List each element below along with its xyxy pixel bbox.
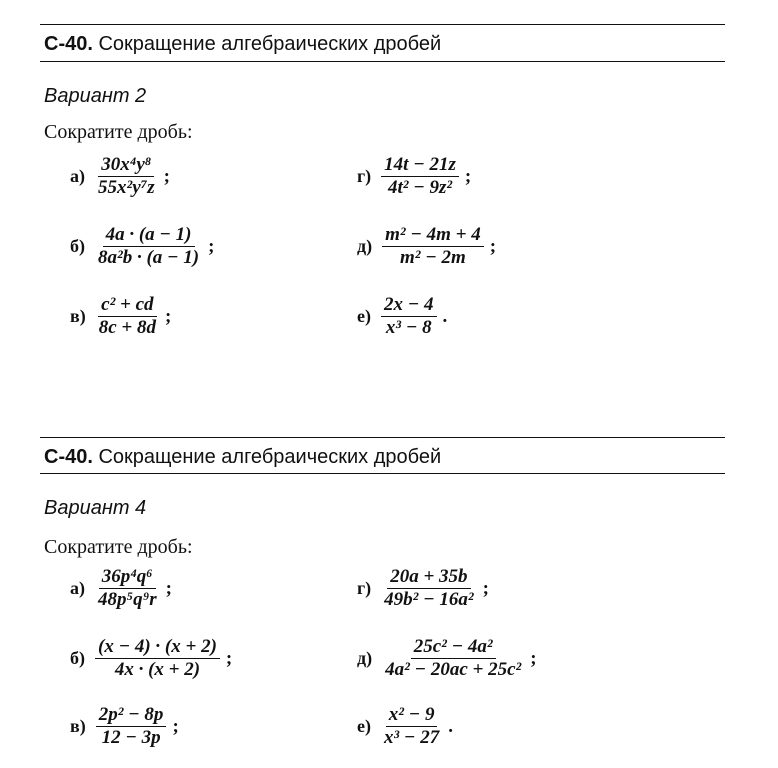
- section-bottom-rule: [40, 473, 725, 474]
- numerator: m² − 4m + 4: [382, 224, 484, 247]
- denominator: 4t² − 9z²: [387, 177, 453, 198]
- problem-item: [70, 294, 171, 339]
- punctuation: ;: [464, 165, 472, 187]
- fraction: [382, 636, 524, 681]
- section-top-rule: [40, 24, 725, 25]
- denominator: 4x · (x + 2): [114, 659, 201, 680]
- section-code: С-40.: [44, 446, 93, 468]
- numerator: 4a · (a − 1): [103, 224, 195, 247]
- problem-item: [70, 154, 170, 199]
- fraction: [96, 294, 159, 339]
- section-heading: [44, 33, 441, 56]
- section-title: Сокращение алгебраических дробей: [98, 33, 442, 55]
- numerator: 2p² − 8p: [96, 704, 167, 727]
- fraction: [95, 154, 158, 199]
- punctuation: ;: [164, 305, 172, 327]
- fraction: [381, 154, 459, 199]
- problem-item: [357, 294, 447, 339]
- variant-label: Вариант 2: [44, 85, 147, 107]
- fraction: [95, 566, 160, 611]
- problem-item: [357, 636, 537, 681]
- problem-label: д): [357, 236, 373, 256]
- denominator: 4a² − 20ac + 25c²: [385, 659, 522, 680]
- denominator: 55x²y⁷z: [98, 177, 155, 198]
- punctuation: ;: [165, 577, 172, 599]
- section-code: С-40.: [44, 33, 93, 55]
- numerator: 20a + 35b: [387, 566, 470, 589]
- problem-label: в): [70, 716, 86, 736]
- problem-label: д): [357, 648, 373, 668]
- denominator: x³ − 8: [385, 317, 432, 338]
- instruction-text: Сократите дробь:: [44, 121, 193, 143]
- numerator: 30x⁴y⁸: [98, 154, 154, 177]
- fraction: [95, 636, 220, 681]
- fraction: [382, 224, 484, 269]
- problem-label: б): [70, 648, 85, 668]
- denominator: 12 − 3p: [101, 727, 161, 748]
- section-heading: [44, 446, 441, 469]
- problem-label: е): [357, 716, 371, 736]
- problem-item: [70, 704, 179, 749]
- numerator: c² + cd: [98, 294, 156, 317]
- denominator: 8c + 8d: [98, 317, 156, 338]
- denominator: 49b² − 16a²: [384, 589, 474, 610]
- punctuation: ;: [225, 647, 233, 669]
- punctuation: ;: [530, 647, 537, 669]
- fraction: [95, 224, 202, 269]
- problem-item: [70, 224, 214, 269]
- punctuation: ;: [489, 235, 497, 257]
- denominator: x³ − 27: [383, 727, 440, 748]
- problem-label: а): [70, 578, 85, 598]
- punctuation: ;: [482, 577, 489, 599]
- punctuation: .: [448, 715, 453, 737]
- problem-label: а): [70, 166, 85, 186]
- section-bottom-rule: [40, 61, 725, 62]
- problem-item: [357, 704, 453, 749]
- section-top-rule: [40, 437, 725, 438]
- fraction: [381, 704, 442, 749]
- denominator: 8a²b · (a − 1): [98, 247, 200, 268]
- denominator: m² − 2m: [400, 247, 466, 268]
- fraction: [381, 566, 476, 611]
- problem-item: [357, 224, 496, 269]
- fraction: [96, 704, 167, 749]
- variant-label: Вариант 4: [44, 497, 147, 519]
- problem-label: б): [70, 236, 85, 256]
- denominator: 48p⁵q⁹r: [98, 589, 157, 610]
- punctuation: ;: [163, 165, 170, 187]
- problem-label: г): [357, 166, 372, 186]
- numerator: 14t − 21z: [381, 154, 459, 177]
- problem-item: [357, 154, 471, 199]
- problem-label: е): [357, 306, 371, 326]
- punctuation: ;: [208, 235, 215, 257]
- instruction-text: Сократите дробь:: [44, 536, 193, 558]
- numerator: 25c² − 4a²: [411, 636, 496, 659]
- problem-item: [70, 566, 172, 611]
- numerator: 36p⁴q⁶: [99, 566, 156, 589]
- punctuation: ;: [172, 715, 179, 737]
- problem-label: г): [357, 578, 372, 598]
- problem-item: [357, 566, 489, 611]
- problem-label: в): [70, 306, 86, 326]
- punctuation: .: [442, 305, 448, 327]
- fraction: [381, 294, 437, 339]
- problem-item: [70, 636, 232, 681]
- numerator: (x − 4) · (x + 2): [95, 636, 220, 659]
- numerator: x² − 9: [386, 704, 438, 727]
- numerator: 2x − 4: [381, 294, 437, 317]
- section-title: Сокращение алгебраических дробей: [98, 446, 442, 468]
